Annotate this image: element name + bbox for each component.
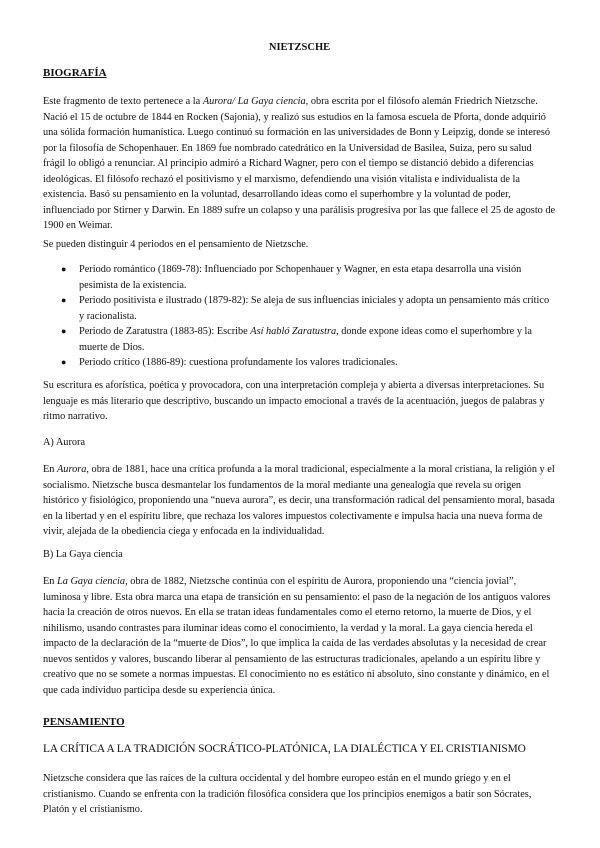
gaya-paragraph <box>43 574 556 698</box>
gaya-subheading: B) La Gaya ciencia <box>43 549 123 560</box>
paragraph-text: obra de 1882, Nietzsche continúa con el espíritu de Aurora, proponiendo una “ciencia jovial”, luminosa y libre. Esta obra marca una etapa de transición en su pensamiento: el paso de la negación de los antiguos valores hacia la creación de otros nuevos. En ella se tratan ideas fundamentales como el eterno retorno, la muerte de Dios, y el nihilismo, usando contrastes para iluminar ideas como el conocimiento, la verdad y la moral. La gaya ciencia hereda el impacto de la declaración de la “muerte de Dios”, lo que implica la caída de las verdades absolutas y la necesidad de crear nuevos sentidos y valores, buscando liberar al pensamiento de las estructuras tradicionales, apelando a un espíritu libre y creativo que no se somete a normas impuestas. El conocimiento no es estático ni absoluto, sino constante y dinámico, en el que cada individuo participa desde su experiencia única. <box>43 576 551 696</box>
list-item-text: Periodo positivista e ilustrado (1879-82): Se aleja de sus influencias iniciales y adopta un pensamiento más crítico y racionalista. <box>79 295 550 322</box>
biografia-paragraph-2: Se pueden distinguir 4 periodos en el pensamiento de Nietzsche. <box>43 239 309 250</box>
bullet-icon: ● <box>61 264 67 274</box>
biografia-heading: BIOGRAFÍA <box>43 67 107 79</box>
work-title: La Gaya ciencia, <box>57 576 128 587</box>
paragraph-text: , obra escrita por el filósofo alemán Friedrich Nietzsche. Nació el 15 de octubre de 1844 en Rocken (Sajonia), y realizó sus estudios en la famosa escuela de Pforta, donde adquirió una sólida formación humanística. Luego continuó su formación en las universidades de Bonn y Leipzig, donde se interesó por la filosofía de Schopenhauer. En 1869 fue nombrado catedrático en la Universidad de Basilea, Suiza, pero su salud frágil lo obligó a renunciar. Al principio admiró a Richard Wagner, pero con el tiempo se distanció debido a diferencias ideológicas. El filósofo rechazó el positivismo y el marxismo, defendiendo una visión vitalista e individualista de la existencia. Basó su pensamiento en la voluntad, desarrollando ideas como el superhombre y la voluntad de poder, influenciado por Stirner y Darwin. En 1889 sufre un colapso y una parálisis progresiva por las que fallece el 25 de agosto de 1900 en Weimar. <box>43 96 556 231</box>
list-item <box>43 355 556 371</box>
list-item-text: Periodo romántico (1869-78): Influenciado por Schopenhauer y Wagner, en esta etapa desarrolla una visión pesimista de la existencia. <box>79 264 522 291</box>
bullet-icon: ● <box>61 326 67 336</box>
list-item-text: , donde expone ideas como el superhombre y la muerte de Dios. <box>79 326 532 353</box>
pensamiento-paragraph-1: Nietzsche considera que las raíces de la cultura occidental y del hombre europeo están en el mundo griego y en el cristianismo. Cuando se enfrenta con la tradición filosófica considera que los principios enemigos a batir son Sócrates, Platón y el cristianismo. <box>43 773 532 815</box>
list-item <box>43 324 556 355</box>
biografia-paragraph-1 <box>43 94 556 234</box>
paragraph-text: , obra de 1881, hace una crítica profunda a la moral tradicional, especialmente a la moral cristiana, la religión y el socialismo. Nietzsche busca desmantelar los fundamentos de la moral mediante una genealogía que revela su origen histórico y fisiológico, proponiendo una “nueva aurora”, es decir, una transformación radical del pensamiento moral, basada en la libertad y en el espíritu libre, que rechaza los valores impuestos colectivamente e impulsa hacia una nueva forma de vivir, alejada de la obediencia ciega y enfocada en la individualidad. <box>43 464 555 537</box>
work-title: Aurora/ La Gaya ciencia <box>202 96 306 107</box>
bullet-icon: ● <box>61 357 67 367</box>
paragraph-text: En <box>43 464 58 475</box>
list-item-text: Periodo crítico (1886-89): cuestiona profundamente los valores tradicionales. <box>79 357 398 368</box>
list-item <box>43 262 556 293</box>
biografia-paragraph-3: Su escritura es aforística, poética y provocadora, con una interpretación compleja y abierta a diversas interpretaciones. Su lenguaje es más literario que descriptivo, buscando un impacto emocional a través de la acentuación, juegos de palabras y ritmo narrativo. <box>43 380 545 422</box>
periods-list <box>43 262 556 371</box>
list-item-text: Periodo de Zaratustra (1883-85): Escribe <box>79 326 251 337</box>
paragraph-text: Este fragmento de texto pertenece a la <box>43 96 203 107</box>
work-title: Así habló Zaratustra <box>250 326 337 337</box>
list-item <box>43 293 556 324</box>
aurora-paragraph <box>43 462 556 540</box>
document-title: NIETZSCHE <box>268 42 331 53</box>
work-title: Aurora <box>57 464 87 475</box>
aurora-subheading: A) Aurora <box>43 437 86 448</box>
bullet-icon: ● <box>61 295 67 305</box>
pensamiento-heading: PENSAMIENTO <box>43 716 125 728</box>
section-title: LA CRÍTICA A LA TRADICIÓN SOCRÁTICO-PLATÓNICA, LA DIALÉCTICA Y EL CRISTIANISMO <box>43 743 526 755</box>
paragraph-text: En <box>43 576 58 587</box>
